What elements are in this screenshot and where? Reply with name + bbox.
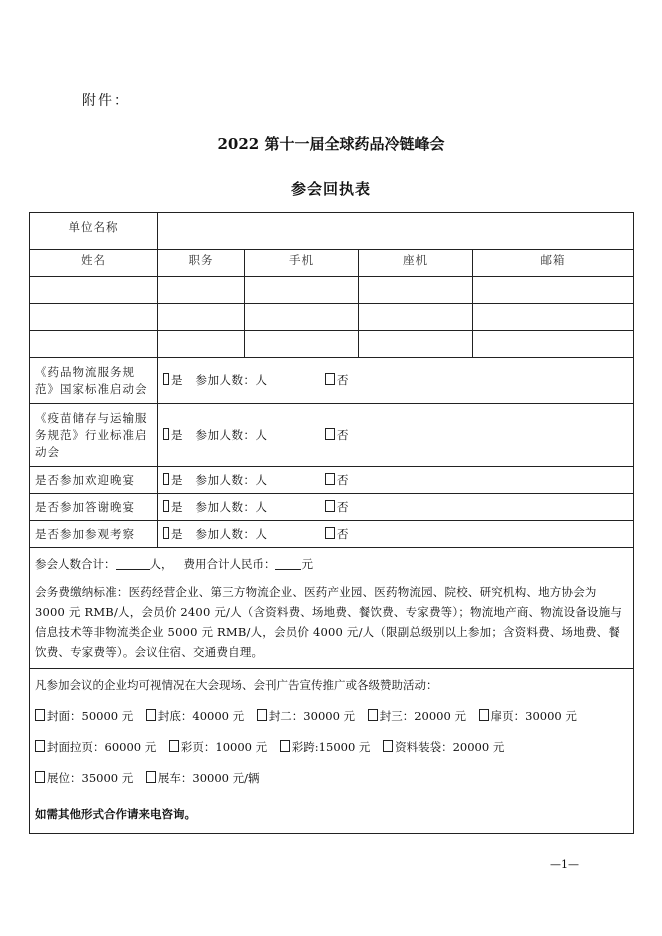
option-label: 封面：50000 元	[47, 709, 134, 723]
event-row-welcome-dinner	[30, 467, 634, 494]
fee-cell	[30, 548, 634, 669]
attendee-row	[30, 304, 634, 331]
sponsorship-intro: 凡参加会议的企业均可视情况在大会现场、会刊广告宣传推广或各级赞助活动：	[35, 678, 438, 692]
no-checkbox[interactable]	[325, 473, 335, 485]
no-checkbox[interactable]	[325, 527, 335, 539]
back-cover-checkbox[interactable]	[146, 709, 156, 721]
attendee-count-label: 参加人数：人	[195, 472, 268, 487]
yes-checkbox[interactable]	[163, 527, 169, 539]
no-checkbox[interactable]	[325, 428, 335, 440]
yes-label: 是	[171, 526, 183, 541]
yes-label: 是	[171, 427, 183, 442]
totals-line	[35, 554, 628, 574]
form-subtitle: 参会回执表	[290, 180, 371, 198]
option-label: 展位：35000 元	[47, 771, 134, 785]
attendee-position-field[interactable]	[158, 331, 245, 358]
yes-checkbox[interactable]	[163, 473, 169, 485]
attachment-label: 附件：	[82, 93, 130, 109]
no-label: 否	[337, 472, 349, 487]
sponsorship-row	[30, 669, 634, 834]
material-bag-checkbox[interactable]	[383, 740, 393, 752]
header-landline: 座机	[359, 250, 473, 277]
title-page-checkbox[interactable]	[479, 709, 489, 721]
yes-label: 是	[171, 373, 183, 387]
color-page-checkbox[interactable]	[169, 740, 179, 752]
attendee-mobile-field[interactable]	[245, 331, 359, 358]
attendee-landline-field[interactable]	[359, 304, 473, 331]
fee-total-input[interactable]	[275, 557, 301, 570]
no-checkbox[interactable]	[325, 373, 335, 385]
attendee-count-label: 参加人数：人	[195, 526, 268, 541]
unit-name-label: 单位名称	[30, 213, 158, 250]
show-car-checkbox[interactable]	[146, 771, 156, 783]
attendee-position-field[interactable]	[158, 277, 245, 304]
attendee-name-field[interactable]	[30, 277, 158, 304]
event-options	[158, 521, 634, 548]
registration-form-table	[29, 212, 634, 834]
cover-foldout-checkbox[interactable]	[35, 740, 45, 752]
option-label: 资料装袋：20000 元	[395, 740, 505, 754]
no-label: 否	[337, 373, 349, 387]
color-spread-checkbox[interactable]	[280, 740, 290, 752]
event-label: 《药品物流服务规范》国家标准启动会	[30, 358, 158, 404]
event-row-thanks-dinner	[30, 494, 634, 521]
attendee-count-label: 参加人数：人	[195, 427, 268, 442]
option-label: 彩页：10000 元	[180, 740, 268, 754]
attendee-mobile-field[interactable]	[245, 304, 359, 331]
event-row-logistics-standard	[30, 358, 634, 404]
event-options	[158, 494, 634, 521]
sponsorship-options-row-3	[35, 768, 628, 788]
attendee-total-label: 参会人数合计：	[35, 557, 116, 571]
yes-checkbox[interactable]	[163, 428, 169, 440]
attendee-landline-field[interactable]	[359, 331, 473, 358]
booth-checkbox[interactable]	[35, 771, 45, 783]
no-label: 否	[337, 427, 349, 442]
attendee-row	[30, 277, 634, 304]
attendee-row	[30, 331, 634, 358]
option-label: 扉页：30000 元	[490, 709, 577, 723]
attendee-total-unit: 人，	[149, 557, 173, 571]
option-label: 封面拉页：60000 元	[47, 740, 157, 754]
event-label: 是否参加欢迎晚宴	[30, 467, 158, 494]
event-row-site-visit	[30, 521, 634, 548]
inside-cover-checkbox[interactable]	[257, 709, 267, 721]
option-label: 封底：40000 元	[157, 709, 245, 723]
attendee-count-label: 参加人数：人	[195, 499, 268, 514]
contact-note: 如需其他形式合作请来电咨询。	[35, 807, 196, 821]
event-label: 《疫苗储存与运输服务规范》行业标准启动会	[30, 404, 158, 467]
unit-name-field[interactable]	[158, 213, 634, 250]
header-name: 姓名	[30, 250, 158, 277]
attendee-landline-field[interactable]	[359, 277, 473, 304]
event-options	[158, 358, 634, 404]
attendee-header-row	[30, 250, 634, 277]
cover-checkbox[interactable]	[35, 709, 45, 721]
sponsorship-cell	[30, 669, 634, 834]
attendee-count-label: 参加人数：人	[195, 373, 268, 387]
yes-checkbox[interactable]	[163, 373, 169, 385]
event-label: 是否参加参观考察	[30, 521, 158, 548]
fee-total-label: 费用合计人民币：	[183, 557, 276, 571]
attendee-mobile-field[interactable]	[245, 277, 359, 304]
no-label: 否	[337, 526, 349, 541]
yes-checkbox[interactable]	[163, 500, 169, 512]
event-options	[158, 404, 634, 467]
attendee-name-field[interactable]	[30, 331, 158, 358]
header-email: 邮箱	[473, 250, 634, 277]
yes-label: 是	[171, 472, 183, 487]
option-label: 封三：20000 元	[379, 709, 466, 723]
unit-row	[30, 213, 634, 250]
header-mobile: 手机	[245, 250, 359, 277]
sponsorship-options-row-2	[35, 737, 628, 757]
no-checkbox[interactable]	[325, 500, 335, 512]
attendee-email-field[interactable]	[473, 277, 634, 304]
no-label: 否	[337, 499, 349, 514]
attendee-total-input[interactable]	[116, 557, 150, 570]
fee-row	[30, 548, 634, 669]
document-title: 2022 第十一届全球药品冷链峰会	[217, 135, 445, 153]
fee-total-unit: 元	[301, 557, 313, 571]
yes-label: 是	[171, 499, 183, 514]
page-number: —1—	[550, 858, 579, 871]
fee-standard-text: 会务费缴纳标准：医药经营企业、第三方物流企业、医药产业园、医药物流园、院校、研究机构、地方协会为 3000 元 RMB/人，会员价 2400 元/人（含资料费、场地费、餐饮费、专家费等）；物流地产商、物流设备设施与信息技术等非物流类企业 5000 元 RMB/人，会员价 4000 元/人（限副总级别以上参加；含资料费、场地费、餐饮费、专家费等）。会议住宿、交通费自理。	[35, 585, 623, 659]
attendee-position-field[interactable]	[158, 304, 245, 331]
attendee-name-field[interactable]	[30, 304, 158, 331]
header-position: 职务	[158, 250, 245, 277]
event-row-vaccine-standard	[30, 404, 634, 467]
event-label: 是否参加答谢晚宴	[30, 494, 158, 521]
option-label: 展车：30000 元/辆	[157, 771, 260, 785]
event-options	[158, 467, 634, 494]
attendee-email-field[interactable]	[473, 331, 634, 358]
sponsorship-options-row-1	[35, 706, 628, 726]
option-label: 封二：30000 元	[268, 709, 356, 723]
attendee-email-field[interactable]	[473, 304, 634, 331]
inside-back-cover-checkbox[interactable]	[368, 709, 378, 721]
option-label: 彩跨:15000 元	[291, 740, 371, 754]
